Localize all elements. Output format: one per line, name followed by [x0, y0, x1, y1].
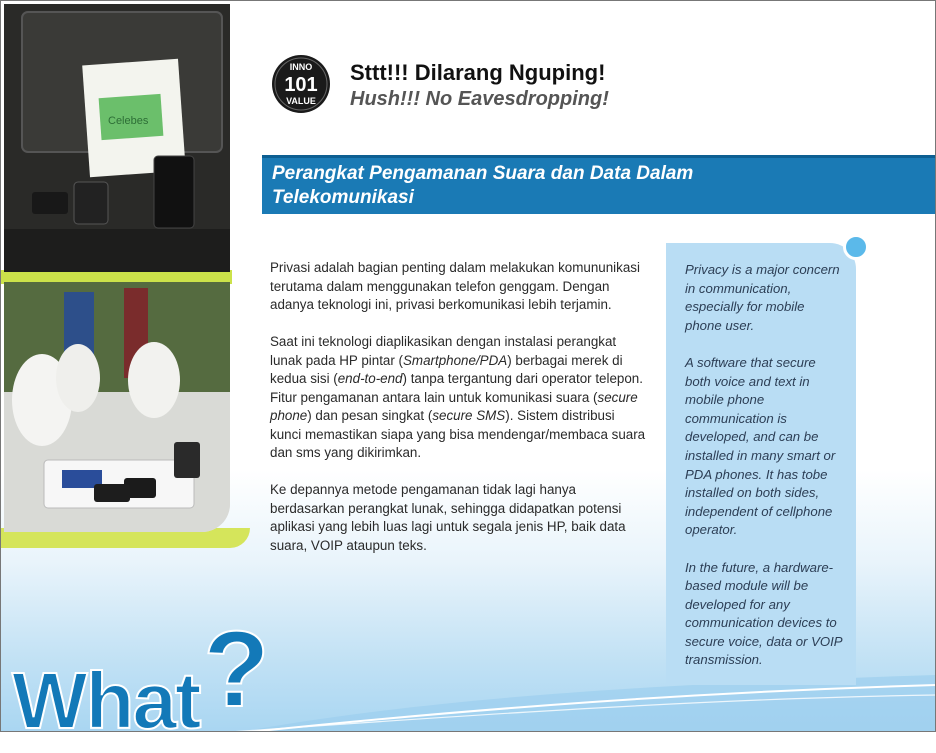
decorative-dot	[843, 234, 869, 260]
body-text-span: Saat ini teknologi diaplikasikan dengan instalasi perangkat lunak pada HP pintar (	[270, 334, 617, 368]
body-italic-span: end-to-end	[337, 371, 403, 386]
body-italic-span: secure SMS	[432, 408, 506, 423]
exhibition-visitors-photo	[4, 282, 230, 532]
logo-number: 101	[284, 74, 318, 96]
english-summary-text	[685, 261, 843, 689]
body-italic-span: secure phone	[270, 389, 638, 423]
body-text-span: ) tanpa tergantung dari operator telepon. Fitur pengamanan antara lain untuk komunikasi suara (	[270, 371, 643, 405]
innovalue-logo	[270, 53, 332, 115]
banner-title: Perangkat Pengamanan Suara dan Data Dalam Telekomunikasi	[272, 163, 694, 208]
body-text-span: ). Sistem distribusi kunci memastikan siapa yang bisa mendengar/membaca suara dan sms yang dikirimkan.	[270, 408, 646, 460]
logo-top-text: INNO	[289, 62, 313, 72]
body-paragraph-3: Ke depannya metode pengamanan tidak lagi hanya berdasarkan perangkat lunak, sehingga didapatkan potensi aplikasi yang lebih luas lagi untuk segala jenis HP, baik data suara, VOIP ataupun teks.	[270, 482, 626, 553]
what-word: What	[12, 656, 200, 745]
body-text-span: ) berbagai merek di kedua sisi (	[270, 352, 623, 386]
photo-illustration-icon	[4, 4, 230, 272]
summary-paragraph-3: In the future, a hardware-based module will be developed for any communication devices to secure voice, data or VOIP transmission.	[685, 559, 843, 668]
question-mark: ?	[203, 608, 268, 729]
body-italic-span: Smartphone/PDA	[403, 352, 508, 368]
page-subtitle: Hush!!! No Eavesdropping!	[350, 88, 609, 110]
logo-bottom-text: VALUE	[286, 96, 316, 106]
body-text-span: ) dan pesan singkat (	[307, 408, 433, 423]
body-paragraph-2	[270, 333, 648, 463]
main-body-text	[270, 259, 648, 574]
body-paragraph-1: Privasi adalah bagian penting dalam melakukan komununikasi terutama dalam menggunakan telefon genggam. Dengan adanya teknologi ini, privasi berkomunikasi lebih terjamin.	[270, 260, 640, 312]
section-banner	[262, 155, 936, 214]
what-heading	[12, 608, 268, 753]
photo-label: Celebes	[108, 115, 149, 127]
summary-paragraph-2: A software that secure both voice and text in mobile phone communication is developed, and can be installed in many smart or PDA phones. It has tobe installed on both sides, independent of cellphone operator.	[685, 354, 836, 538]
secure-phone-case-photo	[4, 4, 230, 272]
page-title: Sttt!!! Dilarang Nguping!	[350, 60, 606, 85]
summary-paragraph-1: Privacy is a major concern in communication, especially for mobile phone user.	[685, 262, 840, 333]
innovalue-badge-icon	[270, 53, 332, 115]
photo-illustration-icon	[4, 282, 230, 532]
